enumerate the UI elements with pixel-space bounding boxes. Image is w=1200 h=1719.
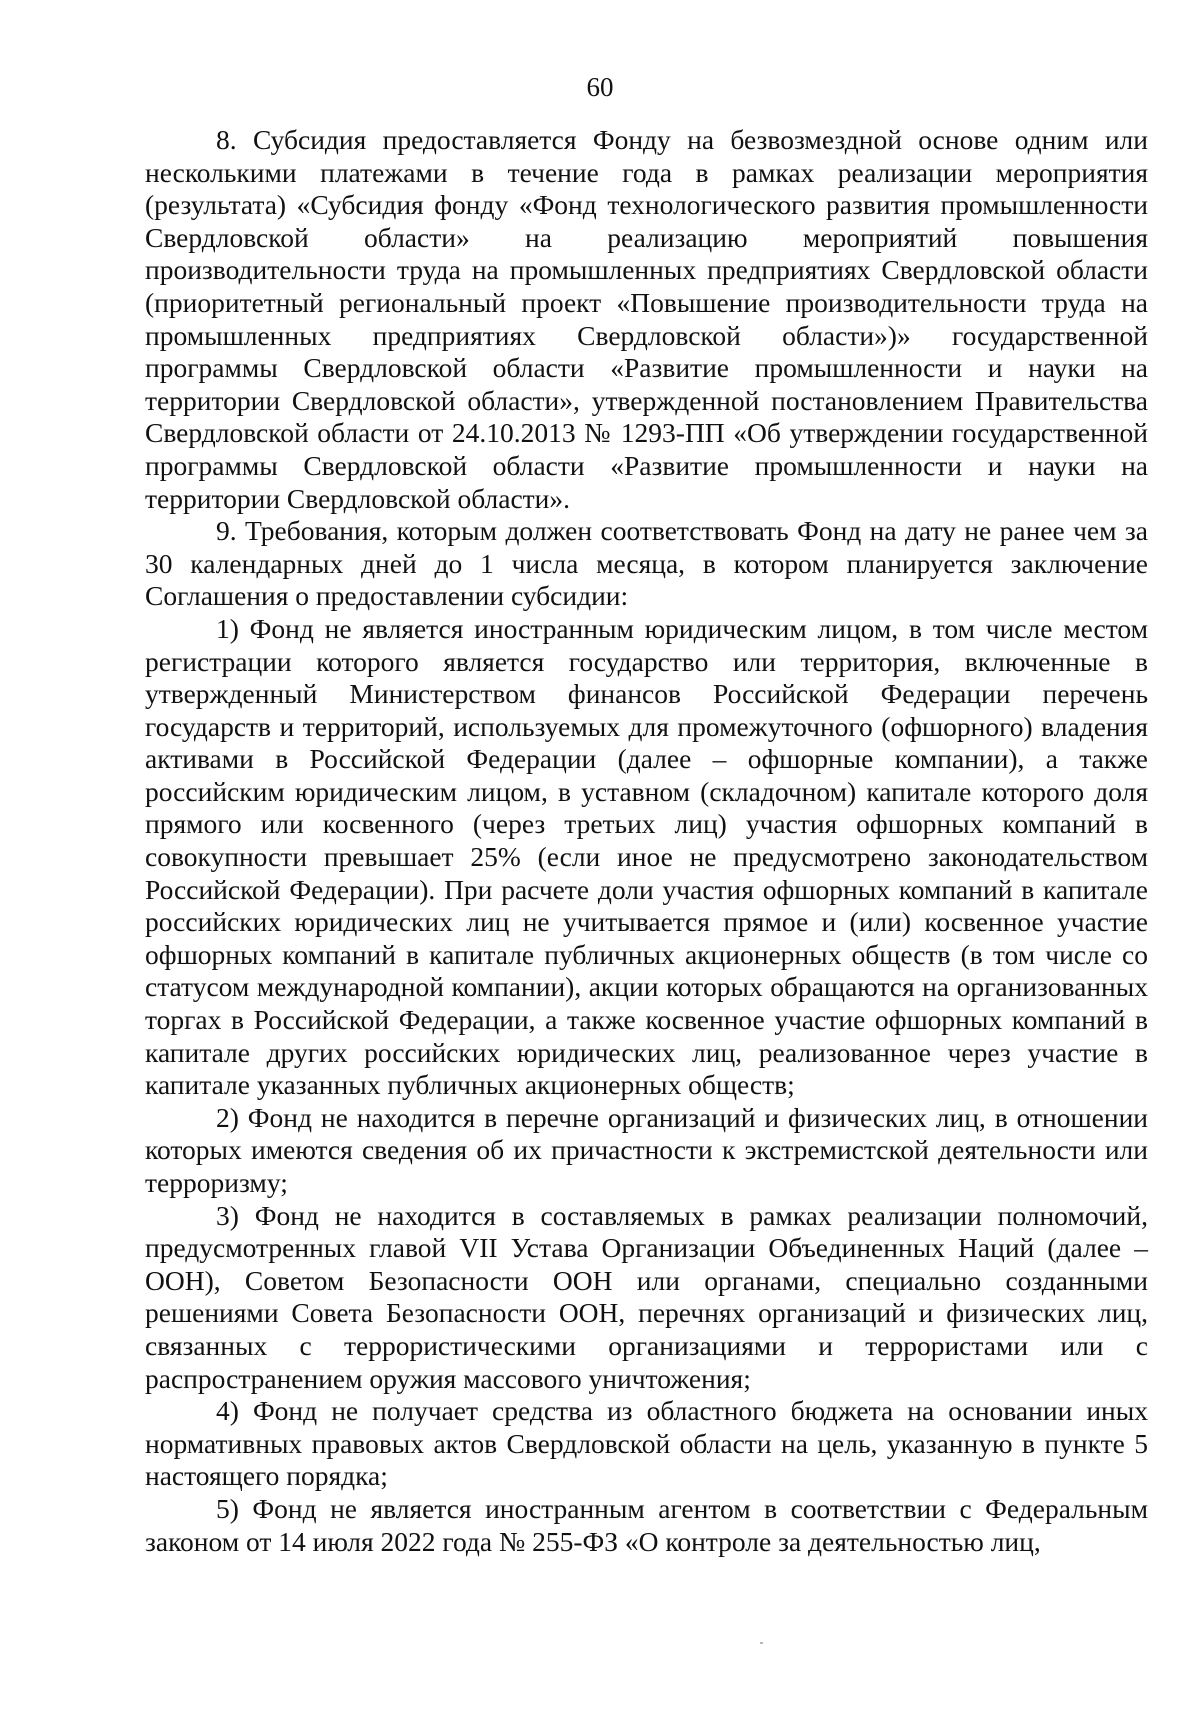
requirement-4-budget: 4) Фонд не получает средства из областного бюджета на основании иных нормативных правовых актов Свердловской области на цель, указанную в пункте 5 настоящего порядка; xyxy=(145,1395,1148,1492)
requirement-3-un-lists: 3) Фонд не находится в составляемых в рамках реализации полномочий, предусмотренных главой VII Устава Организации Объединенных Наций (далее – ООН), Советом Безопасности ООН или органами, специально созданными решениями Совета Безопасности ООН, перечнях организаций и физических лиц, связанных с террористическими организациями и террористами или с распространением оружия массового уничтожения; xyxy=(145,1199,1148,1394)
requirement-2-extremism: 2) Фонд не находится в перечне организаций и физических лиц, в отношении которых имеются сведения об их причастности к экстремистской деятельности или терроризму; xyxy=(145,1101,1148,1198)
paragraph-9-requirements: 9. Требования, которым должен соответствовать Фонд на дату не ранее чем за 30 календарных дней до 1 числа месяца, в котором планируется заключение Соглашения о предоставлении субсидии: xyxy=(145,515,1148,612)
paragraph-8-subsidy: 8. Субсидия предоставляется Фонду на безвозмездной основе одним или несколькими платежами в течение года в рамках реализации мероприятия (результата) «Субсидия фонду «Фонд технологического развития промышленности Свердловской области» на реализацию мероприятий повышения производительности труда на промышленных предприятиях Свердловской области (приоритетный региональный проект «Повышение производительности труда на промышленных предприятиях Свердловской области»)» государственной программы Свердловской области «Развитие промышленности и науки на территории Свердловской области», утвержденной постановлением Правительства Свердловской области от 24.10.2013 № 1293-ПП «Об утверждении государственной программы Свердловской области «Развитие промышленности и науки на территории Свердловской области». xyxy=(145,124,1148,514)
scan-speck xyxy=(760,1642,763,1644)
page-number: 60 xyxy=(586,72,614,102)
requirement-5-foreign-agent: 5) Фонд не является иностранным агентом в соответствии с Федеральным законом от 14 июля 2022 года № 255-ФЗ «О контроле за деятельностью лиц, xyxy=(145,1492,1148,1557)
document-body xyxy=(145,124,1148,1558)
requirement-1-offshore: 1) Фонд не является иностранным юридическим лицом, в том числе местом регистрации которого является государство или территория, включенные в утвержденный Министерством финансов Российской Федерации перечень государств и территорий, используемых для промежуточного (офшорного) владения активами в Российской Федерации (далее – офшорные компании), а также российским юридическим лицом, в уставном (складочном) капитале которого доля прямого или косвенного (через третьих лиц) участия офшорных компаний в совокупности превышает 25% (если иное не предусмотрено законодательством Российской Федерации). При расчете доли участия офшорных компаний в капитале российских юридических лиц не учитывается прямое и (или) косвенное участие офшорных компаний в капитале публичных акционерных обществ (в том числе со статусом международной компании), акции которых обращаются на организованных торгах в Российской Федерации, а также косвенное участие офшорных компаний в капитале других российских юридических лиц, реализованное через участие в капитале указанных публичных акционерных обществ; xyxy=(145,612,1148,1101)
